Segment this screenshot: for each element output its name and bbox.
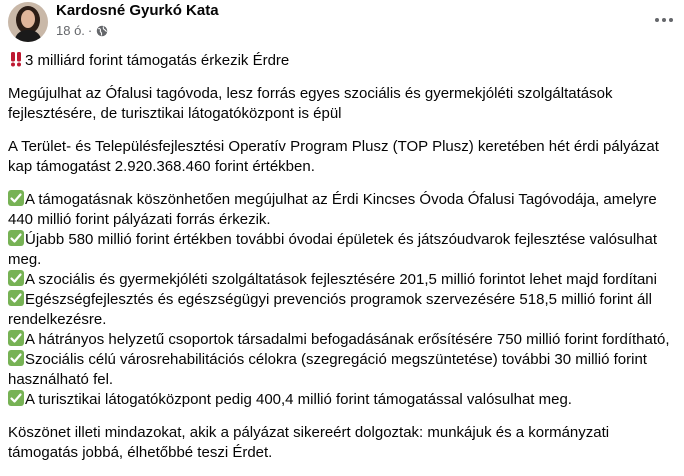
white-check-mark-icon bbox=[8, 190, 24, 206]
post-text bbox=[8, 51, 676, 476]
program-paragraph: A Terület- és Településfejlesztési Operatív Program Plusz (TOP Plusz) keretében hét érdi pályázat kap támogatást 2.920.368.460 forint értékben. bbox=[8, 138, 659, 175]
list-item bbox=[8, 330, 676, 350]
closing-paragraph: Köszönet illeti mindazokat, akik a pályázat sikereért dolgoztak: munkájuk és a kormányzati támogatás jobbá, élhetőbbé teszi Érdet. bbox=[8, 424, 610, 461]
author-name[interactable]: Kardosné Gyurkó Kata bbox=[56, 2, 219, 19]
post-timestamp[interactable]: 18 ó. bbox=[56, 23, 85, 38]
list-item-text: A támogatásnak köszönhetően megújulhat az Érdi Kincses Óvoda Ófalusi Tagóvodája, amelyre 440 millió forint pályázati forrás érkezik. bbox=[8, 191, 657, 228]
post-header bbox=[8, 0, 676, 44]
headline-text: 3 milliárd forint támogatás érkezik Érdre bbox=[25, 52, 290, 69]
list-item-text: A szociális és gyermekjóléti szolgáltatások fejlesztésére 201,5 millió forintot lehet majd fordítani bbox=[25, 271, 657, 288]
white-check-mark-icon bbox=[8, 350, 24, 366]
white-check-mark-icon bbox=[8, 230, 24, 246]
author-avatar[interactable] bbox=[8, 2, 48, 42]
white-check-mark-icon bbox=[8, 290, 24, 306]
double-exclamation-icon bbox=[8, 51, 24, 67]
list-item bbox=[8, 350, 676, 390]
intro-paragraph: Megújulhat az Ófalusi tagóvoda, lesz forrás egyes szociális és gyermekjóléti szolgáltatások fejlesztésére, de turisztikai látogatóközpont is épül bbox=[8, 85, 613, 122]
list-item-text: Egészségfejlesztés és egészségügyi prevenciós programok szervezésére 518,5 millió forint áll rendelkezésre. bbox=[8, 291, 652, 328]
list-item-text: Szociális célú városrehabilitációs célokra (szegregáció megszüntetése) további 30 millió forint használható fel. bbox=[8, 351, 647, 388]
list-item bbox=[8, 390, 676, 410]
meta-separator: · bbox=[87, 23, 93, 38]
list-item-text: Újabb 580 millió forint értékben további óvodai épületek és játszóudvarok fejlesztése valósulhat meg. bbox=[8, 231, 658, 268]
more-options-button[interactable] bbox=[652, 10, 676, 30]
white-check-mark-icon bbox=[8, 270, 24, 286]
list-item bbox=[8, 190, 676, 230]
list-item bbox=[8, 270, 676, 290]
post-meta bbox=[56, 22, 108, 40]
white-check-mark-icon bbox=[8, 330, 24, 346]
white-check-mark-icon bbox=[8, 390, 24, 406]
list-item-text: A hátrányos helyzetű csoportok társadalmi befogadásának erősítésére 750 millió forint fordítható, bbox=[25, 331, 670, 348]
bullet-list bbox=[8, 190, 676, 410]
list-item-text: A turisztikai látogatóközpont pedig 400,4 millió forint támogatással valósulhat meg. bbox=[25, 391, 572, 408]
list-item bbox=[8, 290, 676, 330]
globe-icon bbox=[96, 25, 108, 37]
more-horizontal-icon bbox=[654, 17, 674, 23]
headline bbox=[8, 51, 676, 71]
list-item bbox=[8, 230, 676, 270]
